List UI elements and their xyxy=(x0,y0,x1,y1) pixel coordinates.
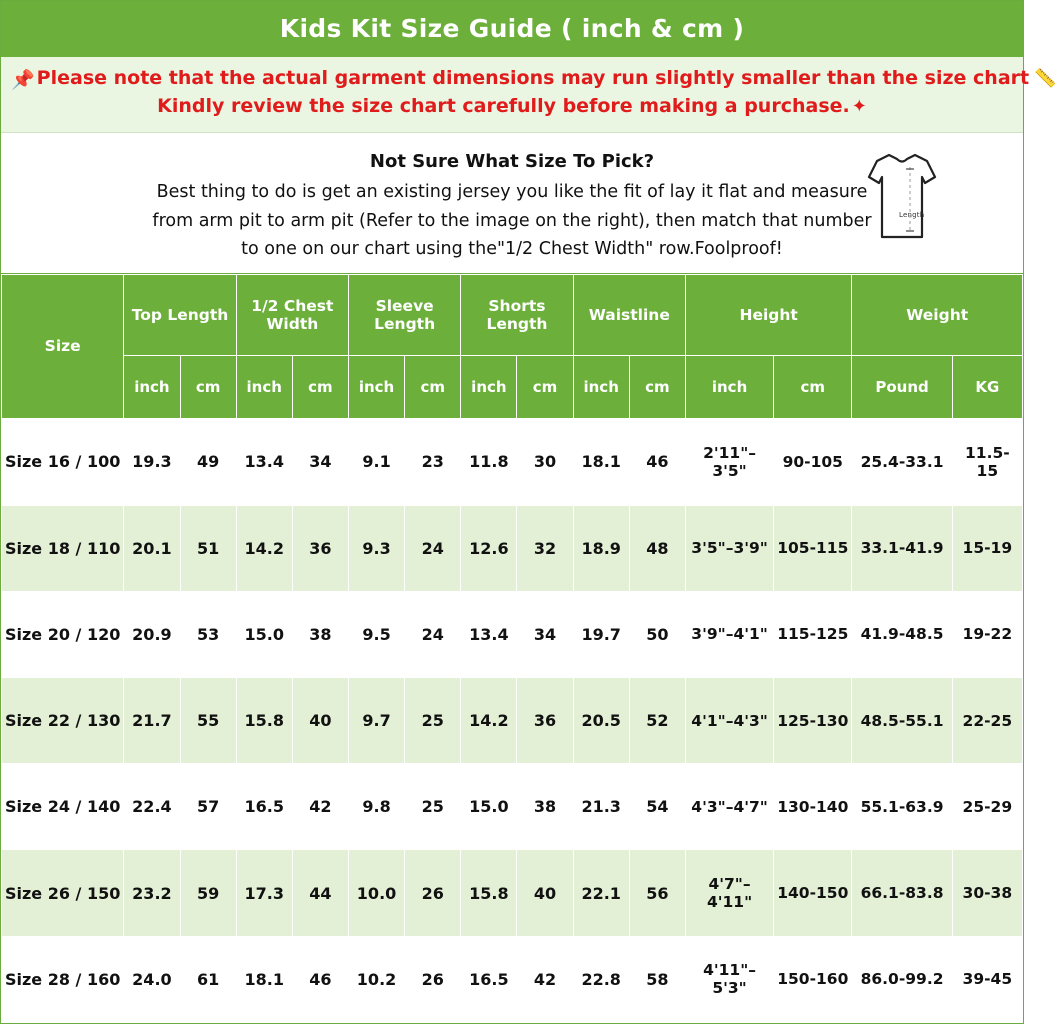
table-cell: 46 xyxy=(292,936,348,1022)
table-unit-header-row xyxy=(2,356,1023,419)
cell-height-inch: 2'11"–3'5" xyxy=(685,419,773,505)
header-sleeve-length: Sleeve Length xyxy=(348,275,460,356)
cell-size-label: Size 28 / 160 xyxy=(2,936,124,1022)
table-cell: 19.3 xyxy=(124,419,180,505)
table-cell: 25 xyxy=(405,677,461,763)
cell-height-cm: 125-130 xyxy=(774,677,852,763)
table-cell: 42 xyxy=(517,936,573,1022)
unit-shorts-cm: cm xyxy=(517,356,573,419)
table-cell: 57 xyxy=(180,764,236,850)
cell-weight-kg: 30-38 xyxy=(952,850,1022,936)
pin-icon: 📌 xyxy=(11,69,35,91)
cell-height-inch: 4'7"–4'11" xyxy=(685,850,773,936)
cell-height-cm: 90-105 xyxy=(774,419,852,505)
help-line-1: Best thing to do is get an existing jersey you like the fit of lay it flat and measure xyxy=(156,182,868,203)
tshirt-diagram xyxy=(847,145,957,255)
unit-sleeve-cm: cm xyxy=(405,356,461,419)
table-cell: 51 xyxy=(180,505,236,591)
table-cell: 23 xyxy=(405,419,461,505)
notice-text-2: Kindly review the size chart carefully before making a purchase. xyxy=(157,94,850,117)
tshirt-length-label: Length xyxy=(899,211,925,220)
cell-weight-pound: 25.4-33.1 xyxy=(852,419,952,505)
sparkle-icon: ✦ xyxy=(851,95,867,117)
table-cell: 9.1 xyxy=(348,419,404,505)
cell-weight-pound: 66.1-83.8 xyxy=(852,850,952,936)
table-cell: 54 xyxy=(629,764,685,850)
cell-weight-kg: 22-25 xyxy=(952,677,1022,763)
table-cell: 53 xyxy=(180,591,236,677)
table-cell: 9.3 xyxy=(348,505,404,591)
cell-weight-kg: 39-45 xyxy=(952,936,1022,1022)
header-weight: Weight xyxy=(852,275,1023,356)
table-cell: 14.2 xyxy=(461,677,517,763)
table-cell: 58 xyxy=(629,936,685,1022)
page-title: Kids Kit Size Guide ( inch & cm ) xyxy=(1,1,1023,57)
unit-waistline-inch: inch xyxy=(573,356,629,419)
cell-weight-pound: 48.5-55.1 xyxy=(852,677,952,763)
cell-weight-pound: 86.0-99.2 xyxy=(852,936,952,1022)
table-cell: 24 xyxy=(405,591,461,677)
table-row xyxy=(2,677,1023,763)
help-line-2: from arm pit to arm pit (Refer to the image on the right), then match that number xyxy=(152,210,872,231)
cell-size-label: Size 24 / 140 xyxy=(2,764,124,850)
table-body xyxy=(2,419,1023,1023)
table-cell: 20.5 xyxy=(573,677,629,763)
table-cell: 36 xyxy=(292,505,348,591)
cell-size-label: Size 26 / 150 xyxy=(2,850,124,936)
table-row xyxy=(2,850,1023,936)
table-row xyxy=(2,419,1023,505)
cell-size-label: Size 18 / 110 xyxy=(2,505,124,591)
unit-height-cm: cm xyxy=(774,356,852,419)
table-cell: 56 xyxy=(629,850,685,936)
cell-size-label: Size 16 / 100 xyxy=(2,419,124,505)
table-cell: 15.0 xyxy=(461,764,517,850)
table-cell: 44 xyxy=(292,850,348,936)
table-cell: 21.7 xyxy=(124,677,180,763)
table-cell: 26 xyxy=(405,936,461,1022)
table-cell: 22.4 xyxy=(124,764,180,850)
table-cell: 36 xyxy=(517,677,573,763)
unit-waistline-cm: cm xyxy=(629,356,685,419)
table-cell: 38 xyxy=(292,591,348,677)
table-cell: 21.3 xyxy=(573,764,629,850)
table-cell: 12.6 xyxy=(461,505,517,591)
table-cell: 55 xyxy=(180,677,236,763)
cell-weight-pound: 41.9-48.5 xyxy=(852,591,952,677)
table-cell: 19.7 xyxy=(573,591,629,677)
table-cell: 25 xyxy=(405,764,461,850)
cell-height-inch: 4'11"–5'3" xyxy=(685,936,773,1022)
table-cell: 16.5 xyxy=(236,764,292,850)
table-cell: 32 xyxy=(517,505,573,591)
table-cell: 16.5 xyxy=(461,936,517,1022)
table-cell: 9.8 xyxy=(348,764,404,850)
header-shorts-length: Shorts Length xyxy=(461,275,573,356)
table-cell: 34 xyxy=(292,419,348,505)
unit-chest-inch: inch xyxy=(236,356,292,419)
table-cell: 50 xyxy=(629,591,685,677)
table-cell: 13.4 xyxy=(236,419,292,505)
cell-weight-kg: 25-29 xyxy=(952,764,1022,850)
table-row xyxy=(2,936,1023,1022)
table-cell: 22.1 xyxy=(573,850,629,936)
cell-weight-kg: 19-22 xyxy=(952,591,1022,677)
help-block xyxy=(1,133,1023,274)
table-cell: 11.8 xyxy=(461,419,517,505)
unit-shorts-inch: inch xyxy=(461,356,517,419)
help-line-3: to one on our chart using the"1/2 Chest Width" row.Foolproof! xyxy=(241,238,783,259)
cell-weight-pound: 55.1-63.9 xyxy=(852,764,952,850)
cell-weight-kg: 11.5-15 xyxy=(952,419,1022,505)
table-cell: 15.0 xyxy=(236,591,292,677)
cell-weight-kg: 15-19 xyxy=(952,505,1022,591)
table-cell: 20.9 xyxy=(124,591,180,677)
header-half-chest-width: 1/2 Chest Width xyxy=(236,275,348,356)
unit-top-length-inch: inch xyxy=(124,356,180,419)
cell-height-inch: 4'3"–4'7" xyxy=(685,764,773,850)
table-cell: 30 xyxy=(517,419,573,505)
table-cell: 10.2 xyxy=(348,936,404,1022)
cell-height-inch: 4'1"–4'3" xyxy=(685,677,773,763)
size-table xyxy=(1,274,1023,1023)
table-cell: 46 xyxy=(629,419,685,505)
tshirt-icon xyxy=(847,145,957,255)
cell-weight-pound: 33.1-41.9 xyxy=(852,505,952,591)
cell-height-cm: 130-140 xyxy=(774,764,852,850)
cell-height-cm: 140-150 xyxy=(774,850,852,936)
size-table-wrapper xyxy=(1,274,1023,1023)
table-cell: 59 xyxy=(180,850,236,936)
table-cell: 9.7 xyxy=(348,677,404,763)
header-waistline: Waistline xyxy=(573,275,685,356)
table-cell: 40 xyxy=(517,850,573,936)
table-cell: 18.1 xyxy=(236,936,292,1022)
table-cell: 18.1 xyxy=(573,419,629,505)
table-group-header-row xyxy=(2,275,1023,356)
table-cell: 23.2 xyxy=(124,850,180,936)
unit-weight-pound: Pound xyxy=(852,356,952,419)
table-cell: 10.0 xyxy=(348,850,404,936)
unit-sleeve-inch: inch xyxy=(348,356,404,419)
cell-height-cm: 115-125 xyxy=(774,591,852,677)
table-cell: 38 xyxy=(517,764,573,850)
cell-height-cm: 105-115 xyxy=(774,505,852,591)
table-cell: 52 xyxy=(629,677,685,763)
notice-text-1: Please note that the actual garment dimensions may run slightly smaller than the size chart xyxy=(36,67,1030,89)
table-cell: 17.3 xyxy=(236,850,292,936)
notice-line-2 xyxy=(11,93,1013,121)
table-cell: 15.8 xyxy=(461,850,517,936)
unit-height-inch: inch xyxy=(685,356,773,419)
cell-size-label: Size 22 / 130 xyxy=(2,677,124,763)
table-row xyxy=(2,591,1023,677)
table-cell: 20.1 xyxy=(124,505,180,591)
table-cell: 24.0 xyxy=(124,936,180,1022)
table-cell: 15.8 xyxy=(236,677,292,763)
table-cell: 61 xyxy=(180,936,236,1022)
table-cell: 42 xyxy=(292,764,348,850)
table-cell: 9.5 xyxy=(348,591,404,677)
unit-weight-kg: KG xyxy=(952,356,1022,419)
table-row xyxy=(2,505,1023,591)
unit-top-length-cm: cm xyxy=(180,356,236,419)
table-cell: 26 xyxy=(405,850,461,936)
notice-block xyxy=(1,57,1057,133)
table-cell: 34 xyxy=(517,591,573,677)
header-size: Size xyxy=(2,275,124,419)
table-cell: 18.9 xyxy=(573,505,629,591)
table-cell: 14.2 xyxy=(236,505,292,591)
table-cell: 13.4 xyxy=(461,591,517,677)
table-cell: 49 xyxy=(180,419,236,505)
table-cell: 24 xyxy=(405,505,461,591)
unit-chest-cm: cm xyxy=(292,356,348,419)
cell-height-inch: 3'9"–4'1" xyxy=(685,591,773,677)
table-cell: 48 xyxy=(629,505,685,591)
table-header xyxy=(2,275,1023,419)
cell-size-label: Size 20 / 120 xyxy=(2,591,124,677)
ruler-icon: 📏 xyxy=(1034,68,1057,89)
header-top-length: Top Length xyxy=(124,275,236,356)
notice-line-1 xyxy=(11,65,1057,93)
cell-height-inch: 3'5"–3'9" xyxy=(685,505,773,591)
table-cell: 40 xyxy=(292,677,348,763)
cell-height-cm: 150-160 xyxy=(774,936,852,1022)
table-cell: 22.8 xyxy=(573,936,629,1022)
help-title: Not Sure What Size To Pick? xyxy=(369,151,655,173)
table-row xyxy=(2,764,1023,850)
header-height: Height xyxy=(685,275,851,356)
